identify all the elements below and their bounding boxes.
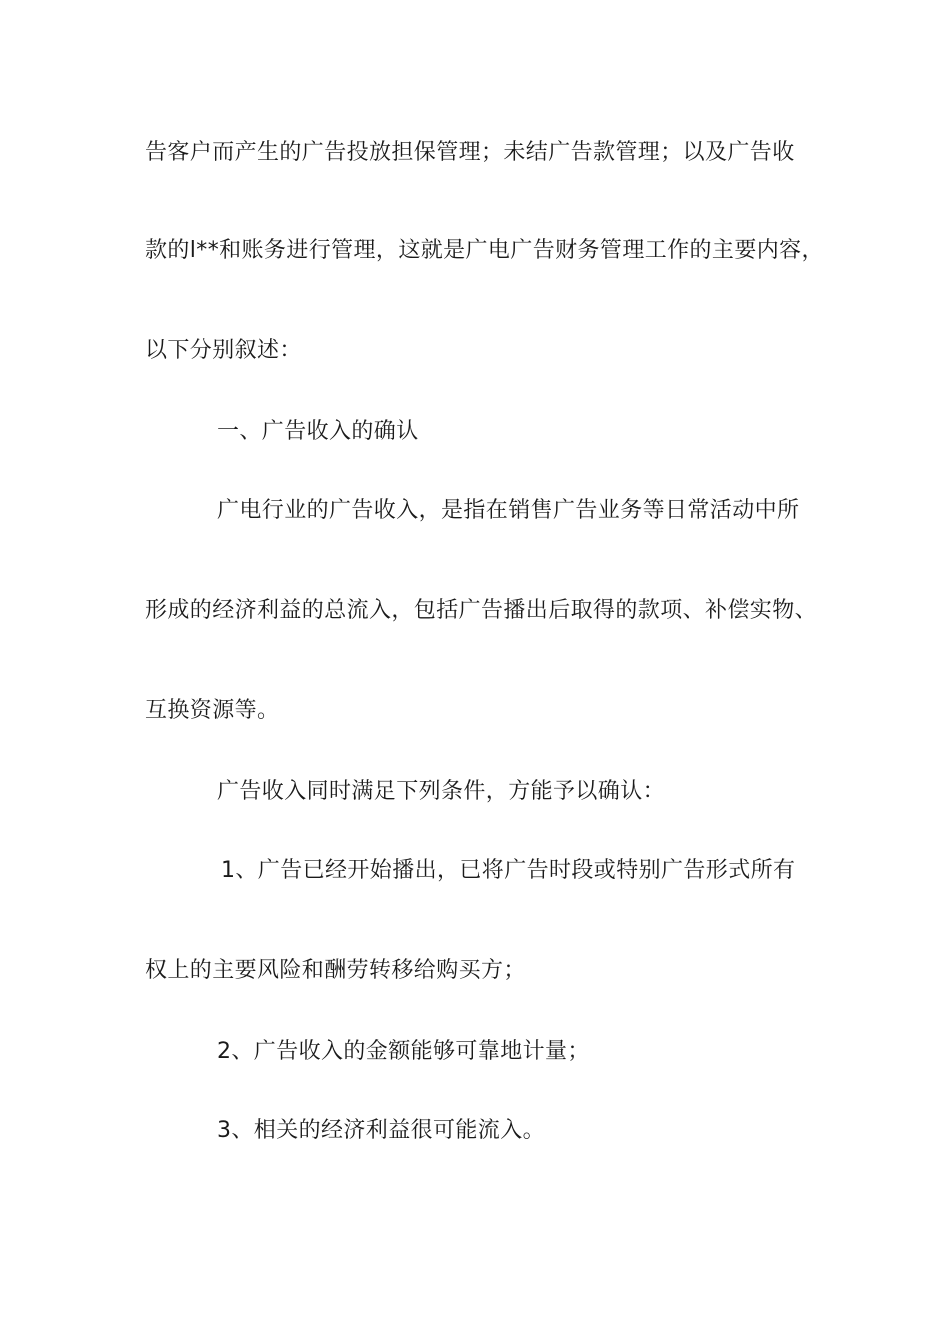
paragraph-line-7: 广告收入同时满足下列条件，方能予以确认： (217, 779, 666, 804)
paragraph-line-1: 告客户而产生的广告投放担保管理；未结广告款管理；以及广告收 (145, 140, 795, 165)
paragraph-line-4: 广电行业的广告收入，是指在销售广告业务等日常活动中所 (217, 498, 800, 523)
paragraph-line-2: 款的l**和账务进行管理，这就是广电广告财务管理工作的主要内容， (145, 238, 824, 263)
list-item-1-line-2: 权上的主要风险和酬劳转移给购买方； (145, 958, 526, 983)
paragraph-line-3: 以下分别叙述： (145, 338, 302, 363)
list-item-2: 2、广告收入的金额能够可靠地计量； (217, 1039, 590, 1064)
paragraph-line-6: 互换资源等。 (145, 698, 280, 723)
section-heading: 一、广告收入的确认 (217, 419, 419, 444)
paragraph-line-5: 形成的经济利益的总流入，包括广告播出后取得的款项、补偿实物、 (145, 598, 818, 623)
list-item-1-line-1: 1、广告已经开始播出，已将广告时段或特别广告形式所有 (221, 858, 796, 883)
list-item-3: 3、相关的经济利益很可能流入。 (217, 1118, 545, 1143)
